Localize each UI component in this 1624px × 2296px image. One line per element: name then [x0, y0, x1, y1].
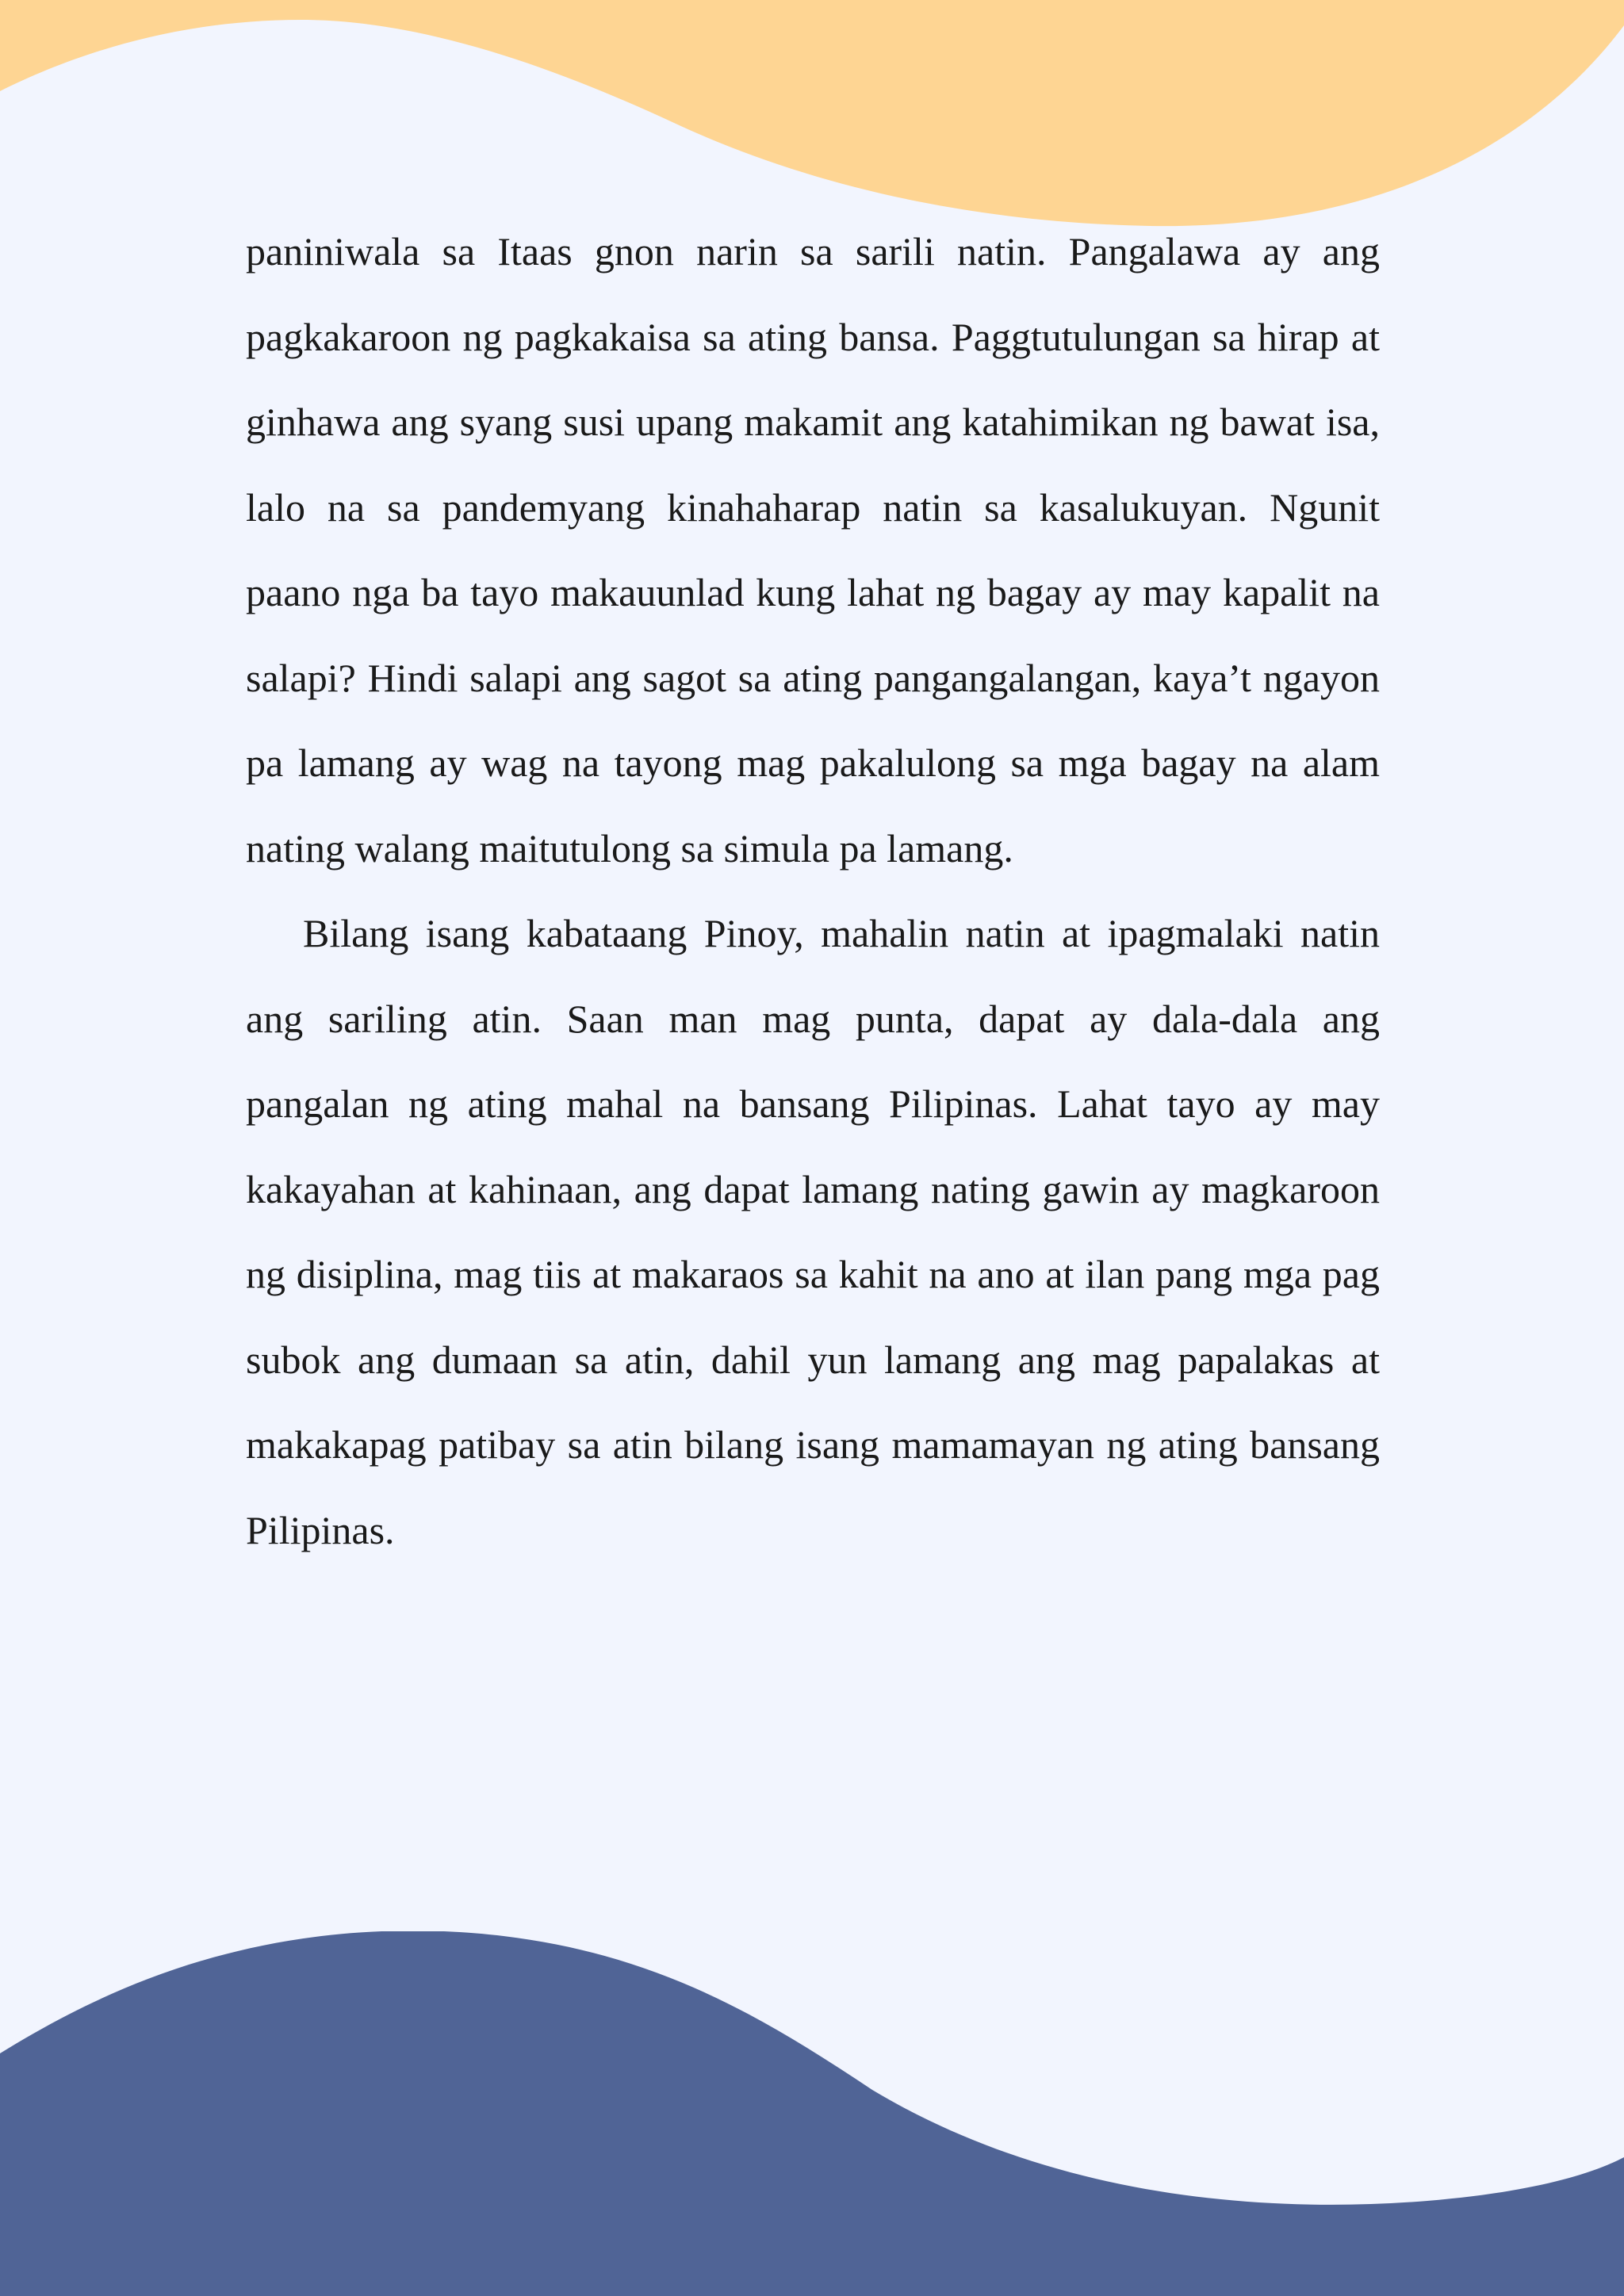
bottom-wave-shape: [0, 1931, 1624, 2296]
bottom-wave-decoration: [0, 1931, 1624, 2296]
document-body: [246, 209, 1380, 1573]
paragraph: Bilang isang kabataang Pinoy, mahalin natin at ipagmalaki natin ang sariling atin. Saan man mag punta, dapat ay dala-dala ang pangalan ng ating mahal na bansang Pilipinas. Lahat tayo ay may kakayahan at kahinaan, ang dapat lamang nating gawin ay magkaroon ng disiplina, mag tiis at makaraos sa kahit na ano at ilan pang mga pag subok ang dumaan sa atin, dahil yun lamang ang mag papalakas at makakapag patibay sa atin bilang isang mamamayan ng ating bansang Pilipinas.: [246, 911, 1380, 1552]
paragraph: paniniwala sa Itaas gnon narin sa sarili natin. Pangalawa ay ang pagkakaroon ng pagkakaisa sa ating bansa. Paggtutulungan sa hirap at ginhawa ang syang susi upang makamit ang katahimikan ng bawat isa, lalo na sa pandemyang kinahaharap natin sa kasalukuyan. Ngunit paano nga ba tayo makauunlad kung lahat ng bagay ay may kapalit na salapi? Hindi salapi ang sagot sa ating pangangalangan, kaya’t ngayon pa lamang ay wag na tayong mag pakalulong sa mga bagay na alam nating walang maitutulong sa simula pa lamang.: [246, 229, 1380, 871]
top-wave-shape: [0, 0, 1624, 226]
